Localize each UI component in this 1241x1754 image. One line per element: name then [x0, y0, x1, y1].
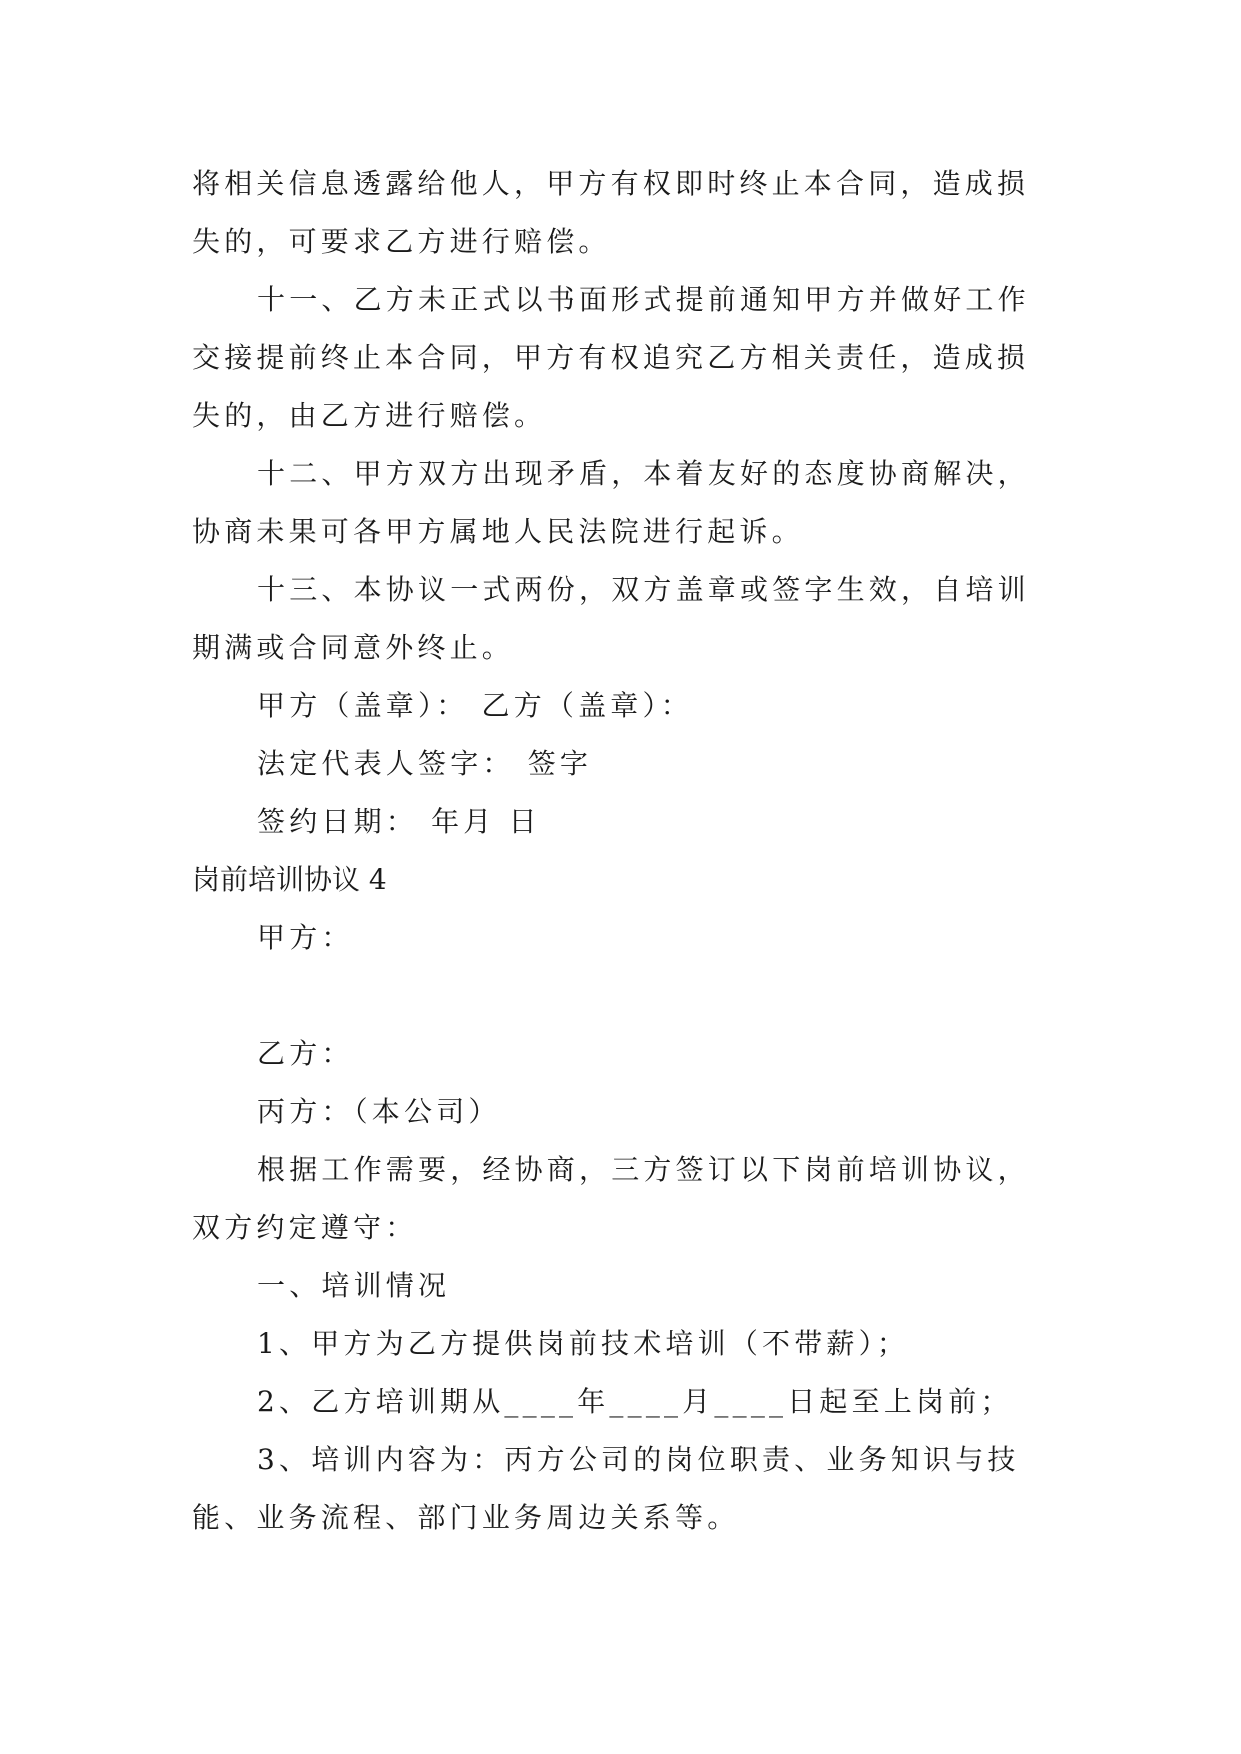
seal-line: 甲方（盖章）： 乙方（盖章）： [257, 689, 693, 722]
training-item-2: 2、乙方培训期从____年____月____日起至上岗前； [257, 1385, 1013, 1418]
signature-line: 法定代表人签字： 签字 [257, 747, 593, 780]
text-line: 期满或合同意外终止。 [192, 631, 515, 664]
text-line: 协商未果可各甲方属地人民法院进行起诉。 [192, 515, 804, 548]
party-a-line: 甲方： [257, 921, 354, 954]
party-c-line: 丙方：（本公司） [257, 1095, 501, 1128]
training-item-3: 3、培训内容为：丙方公司的岗位职责、业务知识与技 [257, 1443, 1020, 1476]
text-line: 交接提前终止本合同，甲方有权追究乙方相关责任，造成损 [192, 341, 1030, 374]
clause-twelve-heading-line: 十二、甲方双方出现矛盾，本着友好的态度协商解决， [257, 457, 1030, 490]
clause-eleven-heading-line: 十一、乙方未正式以书面形式提前通知甲方并做好工作 [257, 283, 1030, 316]
training-heading: 一、培训情况 [257, 1269, 451, 1302]
text-line: 失的，由乙方进行赔偿。 [192, 399, 547, 432]
text-line: 将相关信息透露给他人，甲方有权即时终止本合同，造成损 [192, 167, 1030, 200]
text-line: 失的，可要求乙方进行赔偿。 [192, 225, 611, 258]
section-title: 岗前培训协议 4 [192, 863, 387, 896]
sign-date-line: 签约日期： 年月 日 [257, 805, 541, 838]
text-line: 双方约定遵守： [192, 1211, 418, 1244]
preamble-line: 根据工作需要，经协商，三方签订以下岗前培训协议， [257, 1153, 1030, 1186]
party-b-line: 乙方： [257, 1037, 354, 1070]
clause-thirteen-heading-line: 十三、本协议一式两份，双方盖章或签字生效，自培训 [257, 573, 1030, 606]
text-line: 能、业务流程、部门业务周边关系等。 [192, 1501, 740, 1534]
training-item-1: 1、甲方为乙方提供岗前技术培训（不带薪）； [257, 1327, 910, 1360]
